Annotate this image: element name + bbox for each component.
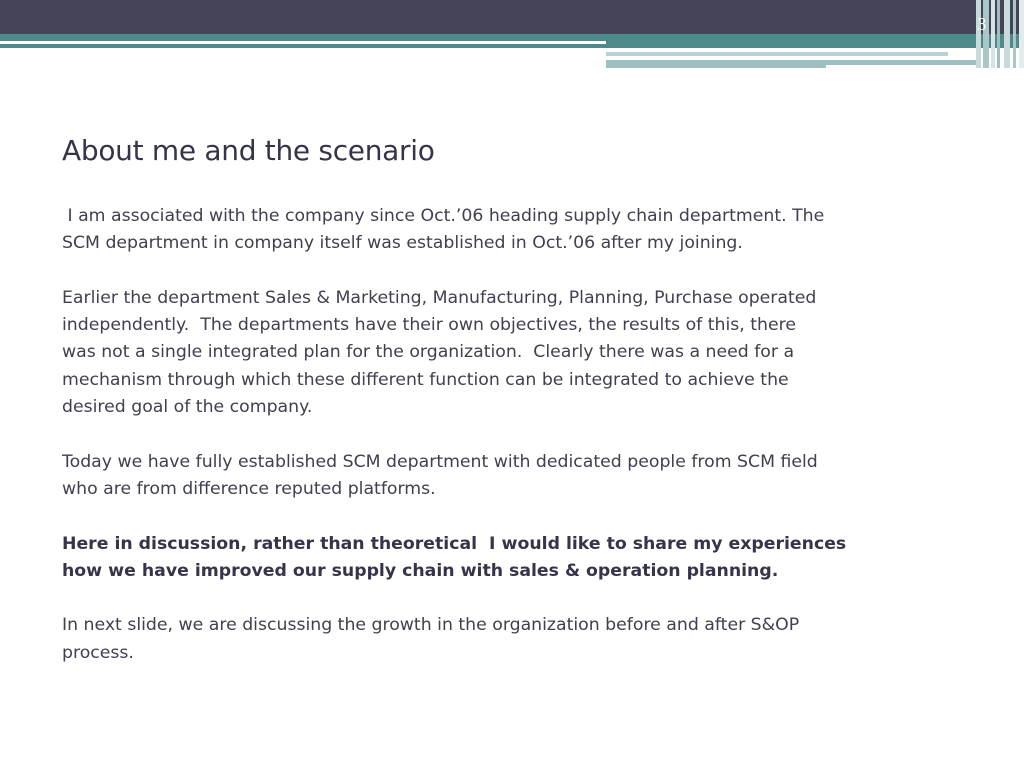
paragraph-highlight: Here in discussion, rather than theoretical I would like to share my experiences how we have improved our supply chain with sales & operation planning. xyxy=(62,533,847,581)
header-accent-highlight xyxy=(826,65,976,68)
decorative-stripe xyxy=(997,0,1000,68)
decorative-stripe xyxy=(1013,0,1016,68)
slide-title: About me and the scenario xyxy=(62,134,435,167)
paragraph-today: Today we have fully established SCM department with dedicated people from SCM field who are from difference reputed platforms. xyxy=(62,451,818,499)
paragraph-next-slide: In next slide, we are discussing the growth in the organization before and after S&OP process. xyxy=(62,615,800,663)
paragraph-intro: I am associated with the company since Oct.’06 heading supply chain department. The SCM department in company itself was established in Oct.’06 after my joining. xyxy=(62,206,825,254)
paragraph-background: Earlier the department Sales & Marketing, Manufacturing, Planning, Purchase operated independently. The departments have their own objectives, the results of this, there was not a single integrated plan for the organization. Clearly there was a need for a mechanism through which these different function can be integrated to achieve the desired goal of the company. xyxy=(62,287,817,418)
header-white-line xyxy=(0,41,606,44)
decorative-stripe xyxy=(1019,0,1024,68)
header-dark-bar xyxy=(0,0,1024,34)
header-accent-line xyxy=(606,52,948,56)
slide-body xyxy=(62,203,962,667)
slide-number: 3 xyxy=(977,14,987,34)
decorative-stripe xyxy=(1004,0,1010,68)
